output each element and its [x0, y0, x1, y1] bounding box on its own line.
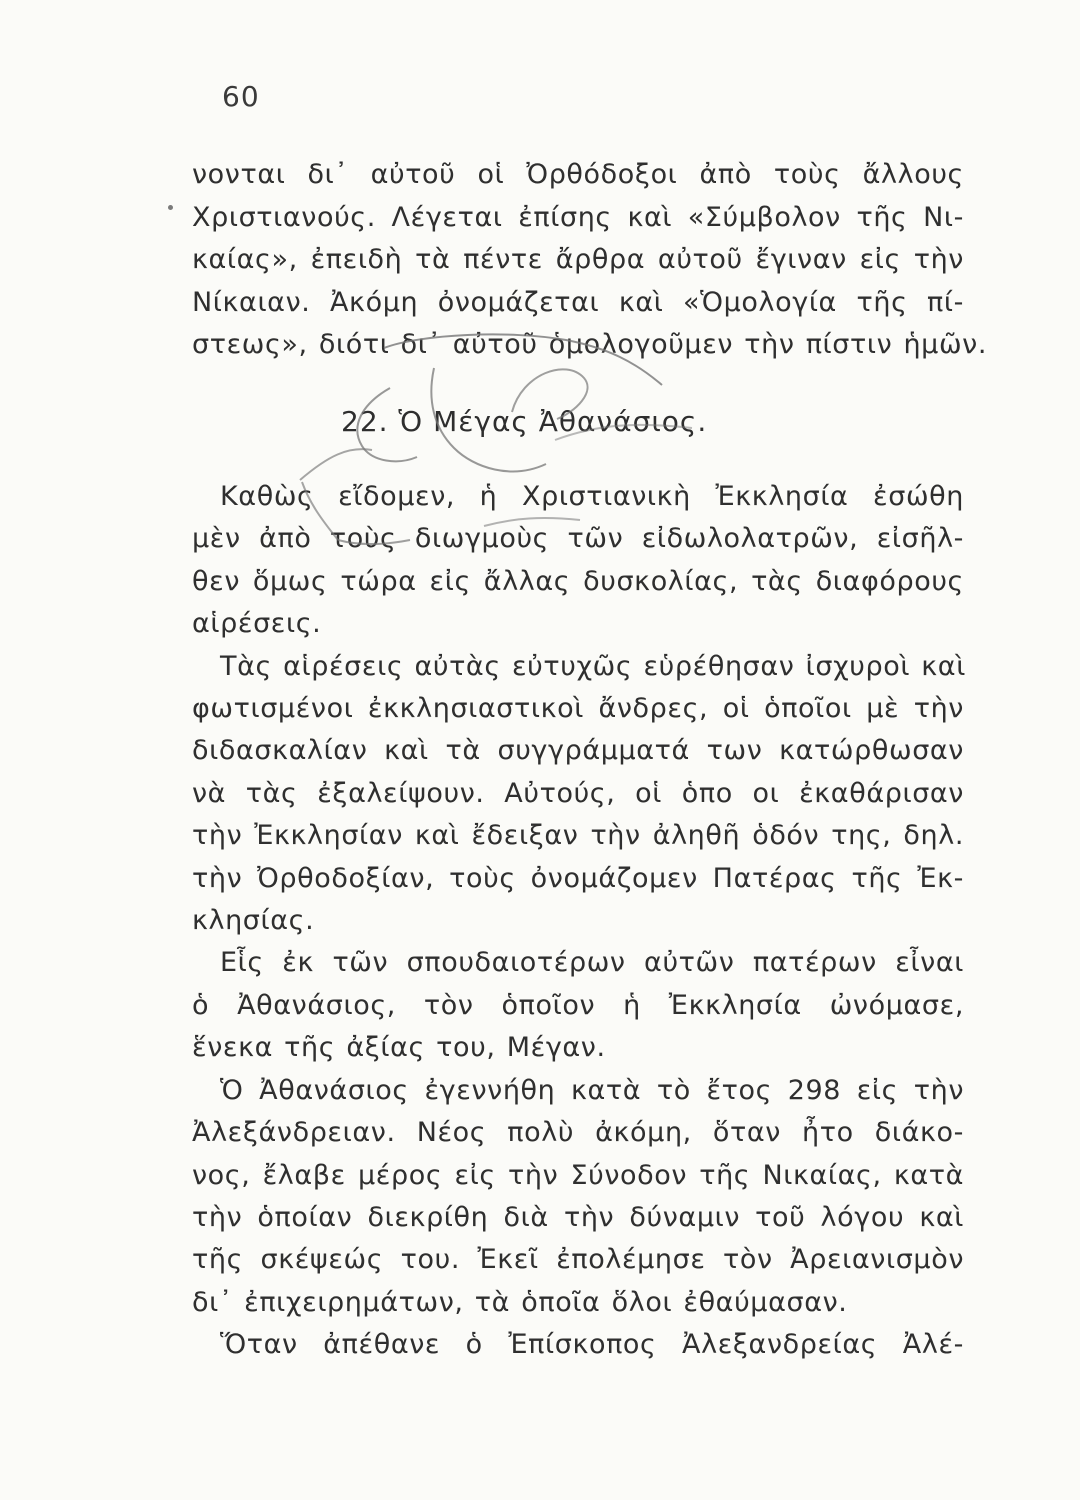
text-line: καίας», ἐπειδὴ τὰ πέντε ἄρθρα αὐτοῦ ἔγιναν εἰς τὴν — [192, 244, 964, 275]
text-line: Καθὼς εἴδομεν, ἡ Χριστιανικὴ Ἐκκλησία ἐσώθη — [220, 481, 964, 512]
section-heading: 22. Ὁ Μέγας Ἀθανάσιος. — [341, 405, 708, 438]
text-line: κλησίας. — [192, 905, 315, 937]
text-line: στεως», διότι δι᾽ αὐτοῦ ὁμολογοῦμεν τὴν πίστιν ἡμῶν. — [192, 329, 988, 360]
text-line: ὁ Ἀθανάσιος, τὸν ὁποῖον ἡ Ἐκκλησία ὠνόμασε, — [192, 989, 964, 1021]
page-number: 60 — [222, 80, 260, 113]
text-line: Τὰς αἱρέσεις αὐτὰς εὐτυχῶς εὑρέθησαν ἰσχυροὶ καὶ — [220, 650, 966, 682]
text-line: νονται δι᾽ αὐτοῦ οἱ Ὀρθόδοξοι ἀπὸ τοὺς ἄλλους — [192, 159, 964, 190]
text-line: θεν ὅμως τώρα εἰς ἄλλας δυσκολίας, τὰς διαφόρους — [192, 565, 964, 597]
text-line: τῆς σκέψεώς του. Ἐκεῖ ἐπολέμησε τὸν Ἀρειανισμὸν — [192, 1244, 964, 1276]
text-line: νὰ τὰς ἐξαλείψουν. Αὐτούς, οἱ ὁπο οι ἐκαθάρισαν — [192, 777, 964, 809]
text-line: τὴν Ἐκκλησίαν καὶ ἔδειξαν τὴν ἀληθῆ ὁδόν της, δηλ. — [192, 820, 964, 852]
text-line: νος, ἔλαβε μέρος εἰς τὴν Σύνοδον τῆς Νικαίας, κατὰ — [192, 1159, 964, 1191]
text-line: αἱρέσεις. — [192, 608, 322, 640]
text-line: Ὁ Ἀθανάσιος ἐγεννήθη κατὰ τὸ ἔτος 298 εἰς τὴν — [220, 1074, 964, 1106]
text-line: ἕνεκα τῆς ἀξίας του, Μέγαν. — [192, 1032, 606, 1064]
text-line: Ἀλεξάνδρειαν. Νέος πολὺ ἀκόμη, ὅταν ἦτο διάκο- — [192, 1117, 964, 1149]
text-line: Νίκαιαν. Ἀκόμη ὀνομάζεται καὶ «Ὁμολογία τῆς πί- — [192, 286, 964, 318]
margin-dot — [168, 205, 173, 210]
text-line: δι᾽ ἐπιχειρημάτων, τὰ ὁποῖα ὅλοι ἐθαύμασαν. — [192, 1286, 848, 1318]
text-line: Εἷς ἐκ τῶν σπουδαιοτέρων αὐτῶν πατέρων εἶναι — [220, 947, 964, 979]
text-line: Ὅταν ἀπέθανε ὁ Ἐπίσκοπος Ἀλεξανδρείας Ἀλέ- — [220, 1329, 964, 1361]
top-paragraph — [192, 154, 988, 367]
main-text — [192, 476, 964, 1367]
text-line: διδασκαλίαν καὶ τὰ συγγράμματά των κατώρθωσαν — [192, 735, 964, 767]
text-line: τὴν ὁποίαν διεκρίθη διὰ τὴν δύναμιν τοῦ λόγου καὶ — [192, 1201, 964, 1233]
text-line: τὴν Ὀρθοδοξίαν, τοὺς ὀνομάζομεν Πατέρας τῆς Ἐκ- — [192, 862, 964, 894]
text-line: φωτισμένοι ἐκκλησιαστικοὶ ἄνδρες, οἱ ὁποῖοι μὲ τὴν — [192, 693, 964, 725]
text-line: μὲν ἀπὸ τοὺς διωγμοὺς τῶν εἰδωλολατρῶν, εἰσῆλ- — [192, 523, 964, 555]
text-line: Χριστιανούς. Λέγεται ἐπίσης καὶ «Σύμβολον τῆς Νι- — [192, 201, 964, 233]
